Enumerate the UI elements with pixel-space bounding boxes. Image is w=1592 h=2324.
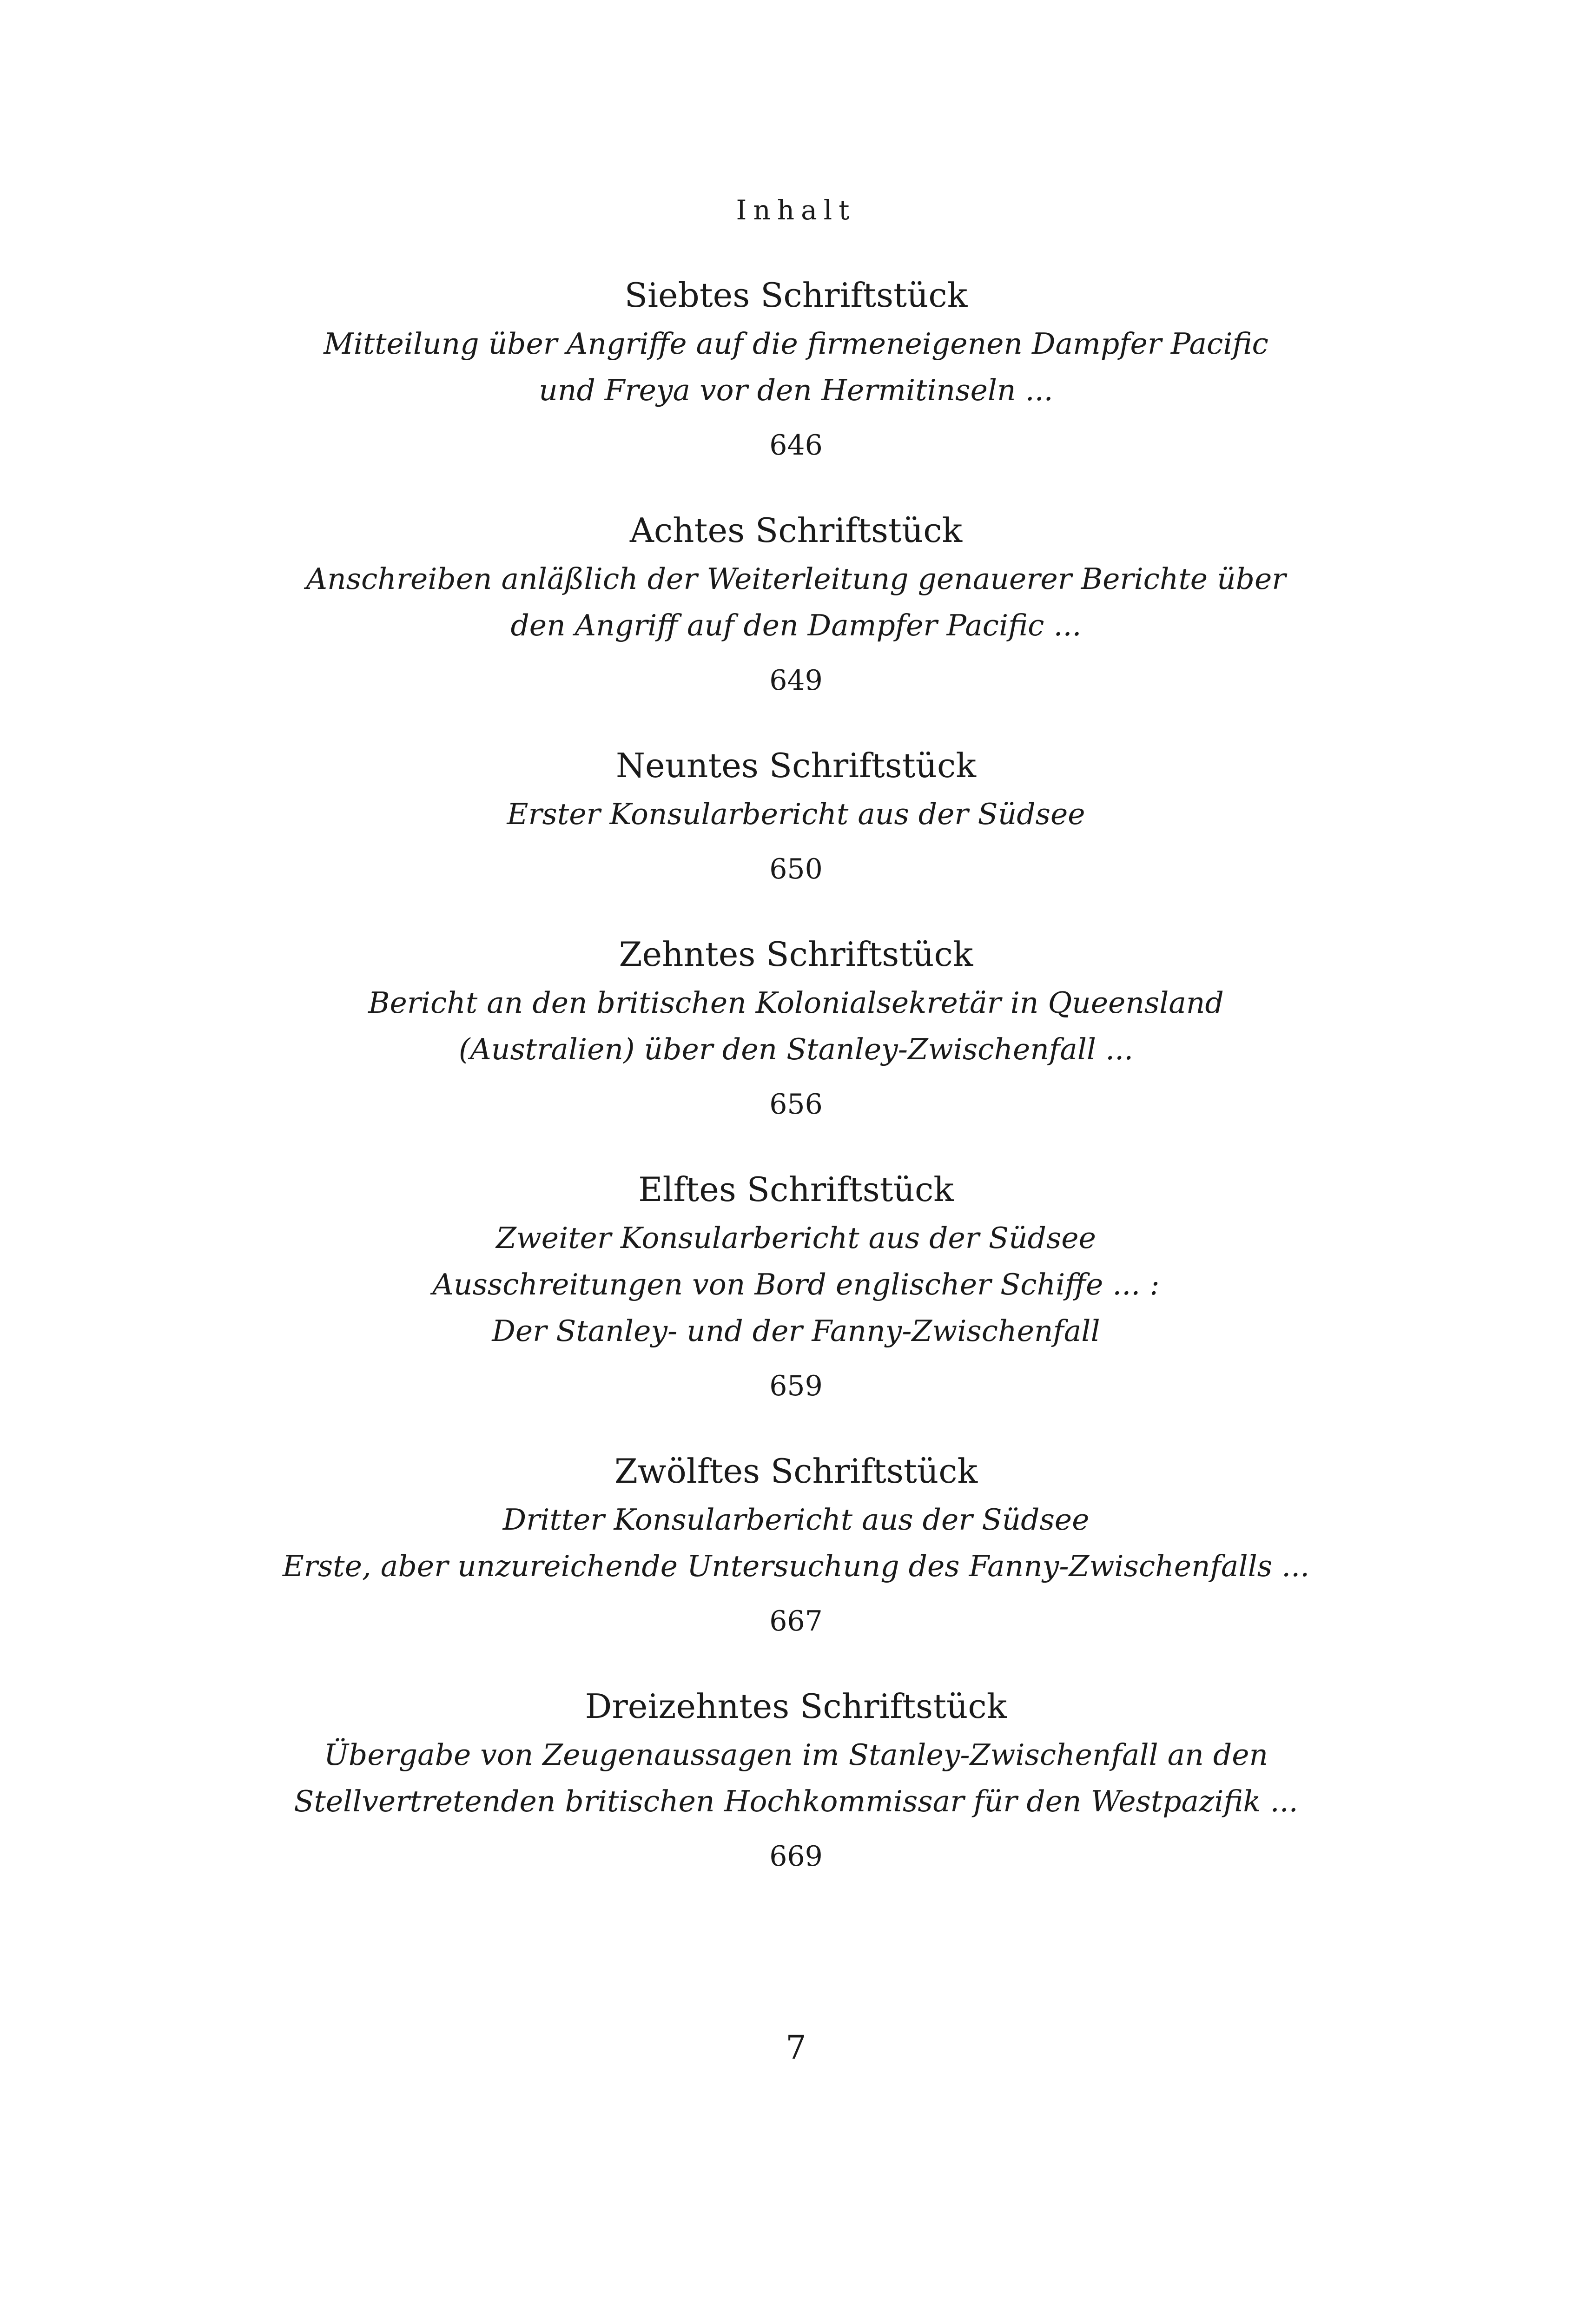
page-number: 7 — [786, 2028, 806, 2067]
entry-page-number: 669 — [769, 1840, 823, 1873]
entry-title: Siebtes Schriftstück — [624, 276, 968, 315]
toc-entry — [0, 270, 1592, 505]
entry-title: Neuntes Schriftstück — [616, 746, 976, 785]
entry-description-line: Zweiter Konsularbericht aus der Südsee — [496, 1221, 1096, 1255]
entry-description-line: Übergabe von Zeugenaussagen im Stanley-Zwischenfall an den — [324, 1738, 1268, 1772]
entry-description — [0, 1215, 1592, 1354]
entry-page-number: 649 — [769, 664, 823, 697]
entry-description — [0, 556, 1592, 649]
entry-description — [0, 1732, 1592, 1825]
toc-entry — [0, 740, 1592, 929]
toc-entry — [0, 1446, 1592, 1681]
entry-description-line: Dritter Konsularbericht aus der Südsee — [502, 1503, 1090, 1537]
entry-description-line: Anschreiben anläßlich der Weiterleitung genauerer Berichte über — [306, 562, 1286, 596]
entry-page-number: 667 — [769, 1605, 823, 1637]
entry-description-line: Stellvertretenden britischen Hochkommissar für den Westpazifik ... — [294, 1784, 1298, 1818]
entry-description — [0, 791, 1592, 838]
table-of-contents — [0, 270, 1592, 1916]
entry-description-line: und Freya vor den Hermitinseln ... — [539, 373, 1053, 407]
entry-description — [0, 1497, 1592, 1590]
entry-description-line: Ausschreitungen von Bord englischer Schiffe ... : — [432, 1268, 1160, 1301]
entry-description-line: Mitteilung über Angriffe auf die firmeneigenen Dampfer Pacific — [324, 327, 1268, 361]
entry-description — [0, 321, 1592, 414]
toc-entry — [0, 1164, 1592, 1446]
entry-page-number: 650 — [769, 853, 823, 885]
toc-entry — [0, 929, 1592, 1164]
entry-title: Dreizehntes Schriftstück — [585, 1687, 1007, 1726]
entry-description-line: Erste, aber unzureichende Untersuchung des Fanny-Zwischenfalls ... — [282, 1549, 1310, 1583]
toc-entry — [0, 1681, 1592, 1916]
running-header: Inhalt — [736, 194, 856, 226]
entry-description-line: Bericht an den britischen Kolonialsekretär in Queensland — [368, 986, 1224, 1020]
entry-description-line: (Australien) über den Stanley-Zwischenfall ... — [458, 1032, 1134, 1066]
entry-description-line: Erster Konsularbericht aus der Südsee — [507, 797, 1085, 831]
entry-page-number: 646 — [769, 429, 823, 462]
entry-description-line: den Angriff auf den Dampfer Pacific ... — [510, 608, 1082, 642]
entry-page-number: 656 — [769, 1088, 823, 1121]
entry-title: Zwölftes Schriftstück — [614, 1452, 978, 1491]
entry-title: Elftes Schriftstück — [638, 1170, 954, 1209]
entry-page-number: 659 — [769, 1370, 823, 1402]
toc-entry — [0, 505, 1592, 740]
entry-description — [0, 980, 1592, 1073]
entry-description-line: Der Stanley- und der Fanny-Zwischenfall — [492, 1314, 1100, 1348]
entry-title: Achtes Schriftstück — [629, 511, 963, 550]
entry-title: Zehntes Schriftstück — [619, 935, 973, 974]
